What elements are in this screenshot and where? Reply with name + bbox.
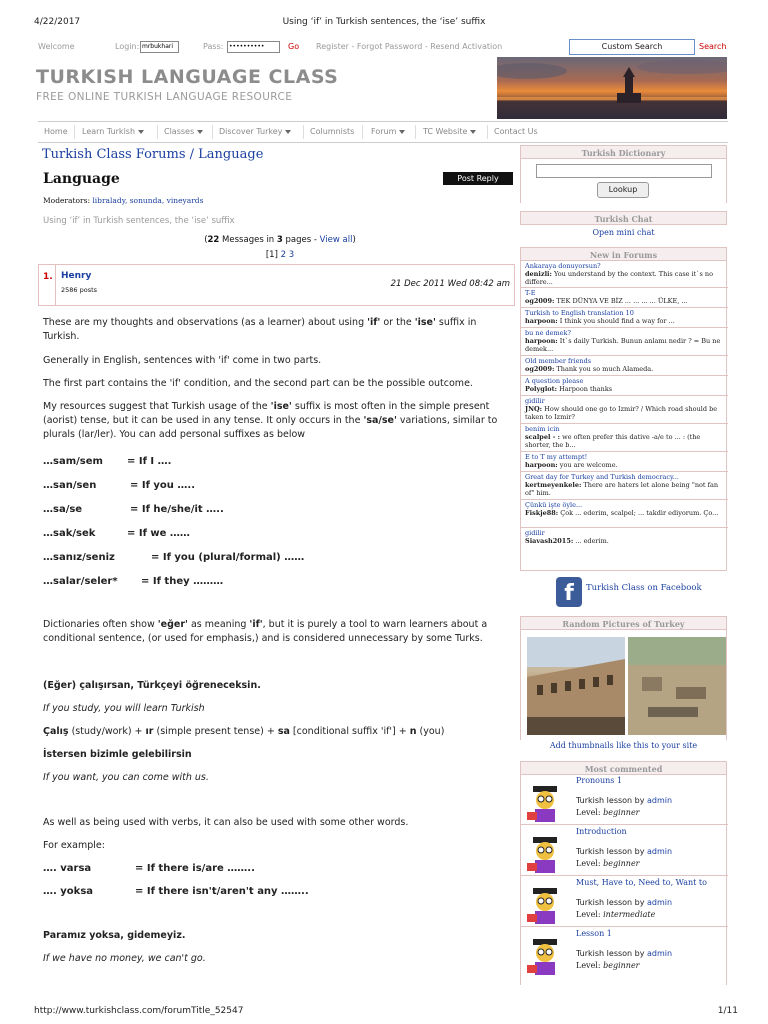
- nav-learn-turkish[interactable]: [82, 127, 144, 136]
- forum-topic-link[interactable]: bu ne demek?: [525, 329, 571, 337]
- suffix: …sam/sem: [43, 456, 103, 467]
- forum-user: og2009:: [525, 297, 555, 305]
- forum-topic-link[interactable]: benim icin: [525, 425, 560, 433]
- text: suffix is most often in the simple present (aorist) tense, but it can be used in any tense. It only occurs in the: [43, 401, 490, 426]
- paragraph: [43, 316, 505, 344]
- list-item[interactable]: [521, 500, 728, 528]
- text: variations, similar to plurals (lar/ler). You can add personal suffixes as below: [43, 415, 498, 440]
- lesson-title-link[interactable]: Pronouns 1: [576, 776, 623, 785]
- nav-tc-website[interactable]: [423, 127, 476, 136]
- lesson-byline: [576, 796, 672, 805]
- print-title: Using ‘if’ in Turkish sentences, the ‘ise’ suffix: [282, 17, 486, 27]
- nav-label: Learn Turkish: [82, 127, 136, 136]
- list-item[interactable]: [521, 424, 728, 452]
- example-translation: If we have no money, we can't go.: [43, 953, 206, 964]
- suffix-row: [43, 551, 305, 565]
- post-header: [38, 264, 515, 306]
- example-sentence: (Eğer) çalışırsan, Türkçeyi öğreneceksin.: [43, 680, 261, 691]
- nav-contact-us[interactable]: Contact Us: [494, 127, 538, 136]
- nav-discover-turkey[interactable]: [219, 127, 291, 136]
- moderator-links[interactable]: libralady, sonunda, vineyards: [92, 196, 204, 205]
- suffix-meaning: = If they ………: [141, 576, 224, 587]
- login-label: Login:: [115, 42, 140, 51]
- print-header: [0, 0, 768, 36]
- text: Turkish lesson by: [576, 847, 648, 856]
- nav-label: Forum: [371, 127, 397, 136]
- messages-count: 22: [207, 235, 220, 245]
- post-date: 21 Dec 2011 Wed 08:42 am: [390, 279, 510, 289]
- page-title: Language: [43, 171, 120, 187]
- suffix: …. varsa: [43, 863, 92, 874]
- text: (study/work) +: [68, 726, 146, 737]
- example-breakdown: [43, 725, 505, 739]
- thumbnail-ruins[interactable]: [628, 637, 726, 735]
- forum-snippet: I think you should find a way for ...: [557, 317, 675, 325]
- text: 'eğer': [157, 619, 188, 630]
- forum-user: harpoon:: [525, 337, 558, 345]
- text: pages -: [282, 235, 320, 245]
- suffix-row: [43, 455, 172, 469]
- text: Messages in: [219, 235, 277, 245]
- main-nav: [38, 121, 728, 143]
- teacher-avatar-icon: [527, 888, 563, 924]
- print-footer: [0, 1000, 768, 1024]
- breadcrumb[interactable]: Turkish Class Forums / Language: [42, 147, 264, 162]
- paren: (: [204, 235, 208, 245]
- topic-title: Using ‘if’ in Turkish sentences, the ‘ise’ suffix: [43, 216, 235, 226]
- print-url: http://www.turkishclass.com/forumTitle_52547: [34, 1006, 244, 1016]
- dictionary-box: [520, 159, 727, 203]
- text: (simple present tense) +: [153, 726, 278, 737]
- text: Dictionaries often show: [43, 619, 158, 630]
- example-sentence: İstersen bizimle gelebilirsin: [43, 749, 192, 760]
- text: Çalış: [43, 726, 69, 737]
- forum-snippet: There are haters let alone being "not fan of" him.: [525, 481, 719, 497]
- suffix-meaning: = If you (plural/formal) ……: [151, 552, 305, 563]
- lesson-byline: [576, 949, 672, 958]
- forum-user: Polyglot:: [525, 385, 558, 393]
- lesson-byline: [576, 898, 672, 907]
- moderators: [43, 196, 203, 205]
- forum-topic-link[interactable]: gidilir: [525, 397, 545, 405]
- facebook-link[interactable]: Turkish Class on Facebook: [586, 583, 702, 593]
- forum-topic-link[interactable]: A question please: [525, 377, 584, 385]
- suffix-meaning: = If you …..: [130, 480, 195, 491]
- lesson-level: [576, 961, 640, 970]
- post-author[interactable]: Henry: [61, 271, 92, 281]
- page-current: [1]: [265, 250, 278, 260]
- text: 'if': [249, 619, 263, 630]
- suffix-row: [43, 885, 309, 899]
- pass-label: Pass:: [203, 42, 224, 51]
- forum-user: JNQ:: [525, 405, 543, 413]
- text: Turkish lesson by: [576, 898, 648, 907]
- new-in-forums-title: New in Forums: [520, 247, 727, 261]
- nav-home[interactable]: Home: [44, 127, 68, 136]
- list-item[interactable]: [521, 308, 728, 328]
- nav-label: Classes: [164, 127, 195, 136]
- dictionary-input[interactable]: [536, 164, 712, 178]
- suffix: …sa/se: [43, 504, 83, 515]
- list-item[interactable]: [521, 928, 728, 978]
- building-photo-icon: [527, 637, 625, 735]
- post-number: 1.: [43, 272, 53, 282]
- mini-chat-link[interactable]: Open mini chat: [592, 228, 655, 237]
- list-item[interactable]: [521, 528, 728, 548]
- chevron-down-icon: [470, 130, 476, 134]
- list-item[interactable]: [521, 452, 728, 472]
- text: Level:: [576, 808, 604, 817]
- forum-user: denizli:: [525, 270, 552, 278]
- forum-snippet: you are welcome.: [557, 461, 618, 469]
- pages-count: 3: [276, 235, 283, 245]
- nav-label: Discover Turkey: [219, 127, 283, 136]
- list-item[interactable]: [521, 826, 728, 876]
- text: Level:: [576, 910, 604, 919]
- forum-topic-link[interactable]: Çünkü işte öyle...: [525, 501, 583, 509]
- forum-topic-link[interactable]: Turkish to English translation 10: [525, 309, 634, 317]
- list-item[interactable]: [521, 472, 728, 500]
- forum-user: Siavash2015:: [525, 537, 574, 545]
- list-item[interactable]: [521, 877, 728, 927]
- chevron-down-icon: [399, 130, 405, 134]
- suffix: …sak/sek: [43, 528, 96, 539]
- author-link[interactable]: admin: [647, 949, 673, 958]
- paragraph: For example:: [43, 840, 105, 851]
- suffix-meaning: = If there isn't/aren't any ……..: [135, 886, 309, 897]
- facebook-icon[interactable]: f: [556, 577, 582, 607]
- author-link[interactable]: admin: [647, 898, 673, 907]
- forum-topic-link[interactable]: Great day for Turkey and Turkish democracy...: [525, 473, 679, 481]
- forum-snippet: Harpoon thanks: [557, 385, 613, 393]
- text: as meaning: [187, 619, 250, 630]
- forum-snippet: How should one go to Izmir? / Which road should be taken to Izmir?: [525, 405, 718, 421]
- lesson-title-link[interactable]: Introduction: [576, 827, 627, 836]
- custom-search-input[interactable]: Custom Search: [569, 39, 695, 55]
- forum-snippet: You understand by the context. This case it`s no differe...: [525, 270, 714, 286]
- forum-user: kertmeyenkele:: [525, 481, 582, 489]
- account-links[interactable]: Register - Forgot Password - Resend Activation: [316, 42, 503, 51]
- list-item[interactable]: [521, 261, 728, 288]
- forum-user: Fiskje88:: [525, 509, 559, 517]
- password-input[interactable]: ••••••••••: [227, 41, 280, 53]
- suffix-meaning: = If I ….: [127, 456, 172, 467]
- text: My resources suggest that Turkish usage of the: [43, 401, 271, 412]
- level-value: intermediate: [603, 910, 656, 919]
- text: or the: [380, 317, 415, 328]
- suffix-meaning: = If he/she/it …..: [130, 504, 224, 515]
- nav-columnists[interactable]: Columnists: [310, 127, 355, 136]
- nav-forum[interactable]: [371, 127, 405, 136]
- suffix: …salar/seler*: [43, 576, 118, 587]
- text: 'sa/se': [363, 415, 397, 426]
- print-page-number: 1/11: [717, 1006, 738, 1016]
- teacher-avatar-icon: [527, 837, 563, 873]
- add-thumbnails-link[interactable]: Add thumbnails like this to your site: [549, 741, 698, 750]
- forum-user: scalpel - :: [525, 433, 561, 441]
- lookup-button[interactable]: Lookup: [597, 182, 649, 198]
- lesson-level: [576, 808, 640, 817]
- suffix-row: [43, 575, 224, 589]
- forum-snippet: TEK DÜNYA VE BİZ ... ... ... ... ÜLKE, ...: [554, 297, 688, 305]
- text: Level:: [576, 859, 604, 868]
- paragraph: As well as being used with verbs, it can also be used with some other words.: [43, 817, 409, 828]
- text: Turkish lesson by: [576, 796, 648, 805]
- lesson-title-link[interactable]: Must, Have to, Need to, Want to: [576, 878, 707, 887]
- list-item[interactable]: [521, 396, 728, 424]
- example-translation: If you study, you will learn Turkish: [43, 703, 205, 714]
- forum-snippet: we often prefer this dative -a/e to ... : (the shorter, the b...: [525, 433, 701, 449]
- forum-topic-link[interactable]: gidilir: [525, 529, 545, 537]
- forum-topic-link[interactable]: Old member friends: [525, 357, 592, 365]
- author-link[interactable]: admin: [647, 796, 673, 805]
- suffix-row: [43, 527, 190, 541]
- list-item[interactable]: [521, 328, 728, 356]
- lesson-title-link[interactable]: Lesson 1: [576, 929, 612, 938]
- chevron-down-icon: [138, 130, 144, 134]
- list-item[interactable]: [521, 288, 728, 308]
- random-pictures-box: [520, 630, 727, 740]
- paragraph: The first part contains the 'if' condition, and the second part can be the possible outcome.: [43, 378, 473, 389]
- go-button[interactable]: Go: [288, 42, 300, 51]
- search-button[interactable]: Search: [699, 42, 727, 51]
- text: ır: [145, 726, 154, 737]
- nav-label: TC Website: [423, 127, 468, 136]
- forum-snippet: ... ederim.: [573, 537, 609, 545]
- lesson-level: [576, 859, 640, 868]
- pagination: [0, 250, 560, 260]
- text: n: [409, 726, 417, 737]
- suffix: …san/sen: [43, 480, 97, 491]
- message-count: [0, 235, 560, 245]
- list-item[interactable]: [521, 356, 728, 376]
- chevron-down-icon: [197, 130, 203, 134]
- teacher-avatar-icon: [527, 786, 563, 822]
- example-translation: If you want, you can come with us.: [43, 772, 209, 783]
- text: 'if': [367, 317, 381, 328]
- list-item[interactable]: [521, 775, 728, 825]
- text: , but it is purely a tool to warn learners about a conditional sentence, (or used for emphasis,) and is considered unnecessary by some Turks.: [43, 619, 488, 644]
- paragraph: [43, 400, 505, 442]
- paragraph: Generally in English, sentences with 'if' come in two parts.: [43, 355, 322, 366]
- forum-topic-link[interactable]: Ankaraya donuyorsun?: [525, 262, 601, 270]
- paren: ): [352, 235, 356, 245]
- page-link-2[interactable]: 2: [280, 250, 287, 260]
- suffix-row: [43, 862, 255, 876]
- login-input[interactable]: mrbukhari: [140, 41, 179, 53]
- text: 'ise': [414, 317, 436, 328]
- header-image: [497, 57, 727, 119]
- random-pictures-title: Random Pictures of Turkey: [520, 616, 727, 630]
- suffix: …sanız/seniz: [43, 552, 115, 563]
- example-sentence: Paramız yoksa, gidemeyiz.: [43, 930, 186, 941]
- list-item[interactable]: [521, 376, 728, 396]
- forum-user: harpoon:: [525, 461, 558, 469]
- forum-snippet: Çok ... ederim, scalpel; ... takdir ediyorum. Ço...: [558, 509, 719, 517]
- dictionary-title: Turkish Dictionary: [520, 145, 727, 159]
- text: Turkish lesson by: [576, 949, 648, 958]
- suffix-meaning: = If there is/are ……..: [135, 863, 255, 874]
- text: 'ise': [270, 401, 292, 412]
- lesson-level: [576, 910, 655, 919]
- ruins-photo-icon: [628, 637, 726, 735]
- text: (you): [416, 726, 445, 737]
- forum-topic-link[interactable]: T-E: [525, 289, 536, 297]
- author-link[interactable]: admin: [647, 847, 673, 856]
- suffix-row: [43, 479, 195, 493]
- print-date: 4/22/2017: [34, 17, 81, 27]
- suffix: …. yoksa: [43, 886, 94, 897]
- forum-topic-link[interactable]: E to T my attempt!: [525, 453, 588, 461]
- text: Level:: [576, 961, 604, 970]
- view-all-link[interactable]: View all: [319, 235, 353, 245]
- suffix-row: [43, 503, 224, 517]
- site-tagline: FREE ONLINE TURKISH LANGUAGE RESOURCE: [36, 91, 293, 103]
- text: suffix in Turkish.: [43, 317, 477, 342]
- level-value: beginner: [603, 961, 640, 970]
- text: [conditional suffix 'if'] +: [289, 726, 410, 737]
- chat-title: Turkish Chat: [520, 211, 727, 225]
- maidens-tower-icon: [497, 57, 727, 119]
- paragraph: [43, 618, 505, 646]
- lesson-byline: [576, 847, 672, 856]
- new-in-forums-list: [520, 261, 727, 571]
- most-commented-title: Most commented: [520, 761, 727, 775]
- text: These are my thoughts and observations (as a learner) about using: [43, 317, 368, 328]
- post-reply-button[interactable]: Post Reply: [443, 172, 513, 185]
- forum-snippet: It`s daily Turkish. Bunun anlamı nedir ? = Bu ne demek...: [525, 337, 721, 353]
- most-commented-list: [520, 775, 727, 985]
- login-bar: [38, 38, 738, 56]
- level-value: beginner: [603, 859, 640, 868]
- site-logo[interactable]: TURKISH LANGUAGE CLASS: [36, 66, 339, 88]
- forum-user: harpoon:: [525, 317, 558, 325]
- chevron-down-icon: [285, 130, 291, 134]
- level-value: beginner: [603, 808, 640, 817]
- post-count: 2586 posts: [61, 286, 98, 294]
- forum-user: og2009:: [525, 365, 555, 373]
- teacher-avatar-icon: [527, 939, 563, 975]
- moderators-label: Moderators:: [43, 196, 90, 205]
- nav-classes[interactable]: [164, 127, 203, 136]
- text: sa: [277, 726, 290, 737]
- thumbnail-building[interactable]: [527, 637, 625, 735]
- page-link-3[interactable]: 3: [288, 250, 295, 260]
- suffix-meaning: = If we ……: [127, 528, 190, 539]
- welcome-text: Welcome: [38, 42, 75, 51]
- forum-snippet: Thank you so much Alameda.: [554, 365, 654, 373]
